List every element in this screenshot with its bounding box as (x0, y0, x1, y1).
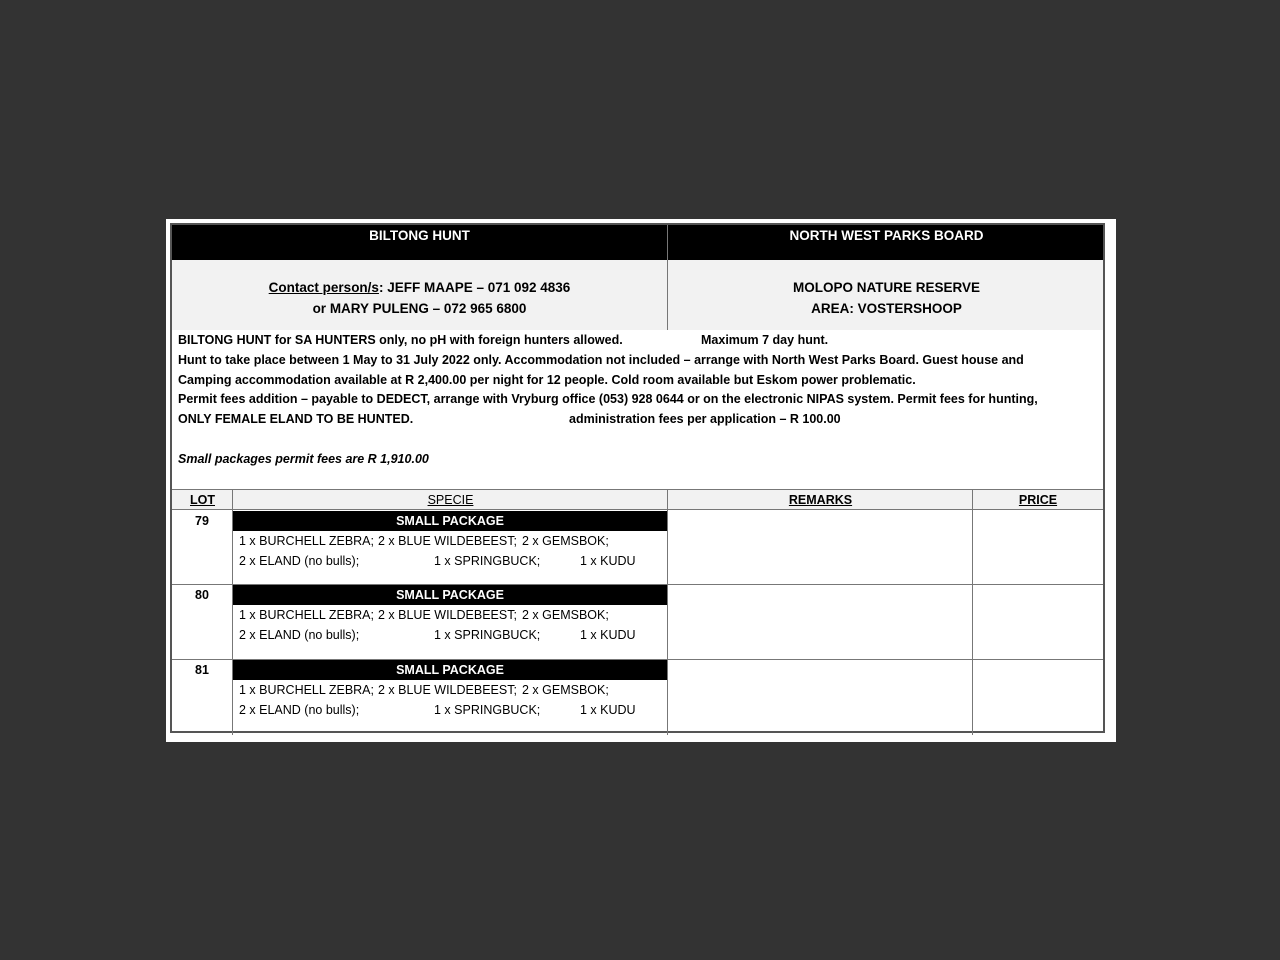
info-line-5: ONLY FEMALE ELAND TO BE HUNTED. (178, 412, 414, 426)
col-divider-specie (667, 489, 668, 735)
header-bar (172, 225, 1103, 260)
contact-block (172, 277, 667, 319)
col-header-lot: LOT (172, 489, 233, 510)
permit-fee-note: Small packages permit fees are R 1,910.00 (178, 452, 429, 466)
species-item: 2 x BLUE WILDEBEEST; (378, 608, 517, 622)
package-label: SMALL PACKAGE (233, 660, 667, 680)
species-item: 1 x SPRINGBUCK; (434, 703, 541, 717)
contact-primary: : JEFF MAAPE – 071 092 4836 (378, 280, 571, 295)
max-days: Maximum 7 day hunt. (701, 333, 829, 347)
package-label: SMALL PACKAGE (233, 585, 667, 605)
species-item: 1 x SPRINGBUCK; (434, 628, 541, 642)
contact-line-2: or MARY PULENG – 072 965 6800 (312, 301, 527, 316)
col-divider-remarks (972, 489, 973, 735)
document-page (166, 219, 1116, 742)
reserve-area: AREA: VOSTERSHOOP (811, 301, 962, 316)
contact-line-1 (172, 277, 667, 298)
species-item: 2 x ELAND (no bulls); (239, 628, 360, 642)
hunt-title: BILTONG HUNT (369, 228, 470, 243)
info-line-4: Permit fees addition – payable to DEDECT, arrange with Vryburg office (053) 928 0644 or on the electronic NIPAS system. Permit fees for hunting, (178, 392, 1038, 406)
package-label: SMALL PACKAGE (233, 511, 667, 531)
info-line-2: Hunt to take place between 1 May to 31 July 2022 only. Accommodation not included – arrange with North West Parks Board. Guest house and (178, 353, 1024, 367)
col-header-remarks: REMARKS (668, 489, 973, 510)
species-item: 2 x ELAND (no bulls); (239, 554, 360, 568)
species-item: 2 x BLUE WILDEBEEST; (378, 534, 517, 548)
contact-label: Contact person/s (268, 280, 379, 295)
reserve-block (668, 277, 1105, 319)
col-header-specie: SPECIE (233, 489, 668, 510)
lot-number: 80 (195, 588, 209, 602)
species-item: 1 x BURCHELL ZEBRA; (239, 534, 374, 548)
species-item: 1 x BURCHELL ZEBRA; (239, 683, 374, 697)
info-line-3: Camping accommodation available at R 2,400.00 per night for 12 people. Cold room available but Eskom power problematic. (178, 373, 916, 387)
lot-number: 79 (195, 514, 209, 528)
header-details (172, 260, 1103, 330)
admin-fees: administration fees per application – R 100.00 (569, 412, 841, 426)
species-item: 2 x BLUE WILDEBEEST; (378, 683, 517, 697)
species-item: 1 x BURCHELL ZEBRA; (239, 608, 374, 622)
parks-board-title: NORTH WEST PARKS BOARD (789, 228, 984, 243)
info-line-1: BILTONG HUNT for SA HUNTERS only, no pH with foreign hunters allowed. (178, 333, 623, 347)
species-item: 1 x KUDU (580, 554, 636, 568)
col-header-price: PRICE (973, 489, 1103, 510)
document-frame (170, 223, 1105, 733)
species-item: 2 x GEMSBOK; (522, 683, 609, 697)
reserve-name: MOLOPO NATURE RESERVE (792, 280, 981, 295)
species-item: 2 x GEMSBOK; (522, 608, 609, 622)
species-item: 1 x KUDU (580, 628, 636, 642)
lot-number: 81 (195, 663, 209, 677)
species-item: 2 x GEMSBOK; (522, 534, 609, 548)
header-divider (667, 225, 668, 330)
species-item: 2 x ELAND (no bulls); (239, 703, 360, 717)
species-item: 1 x SPRINGBUCK; (434, 554, 541, 568)
species-item: 1 x KUDU (580, 703, 636, 717)
